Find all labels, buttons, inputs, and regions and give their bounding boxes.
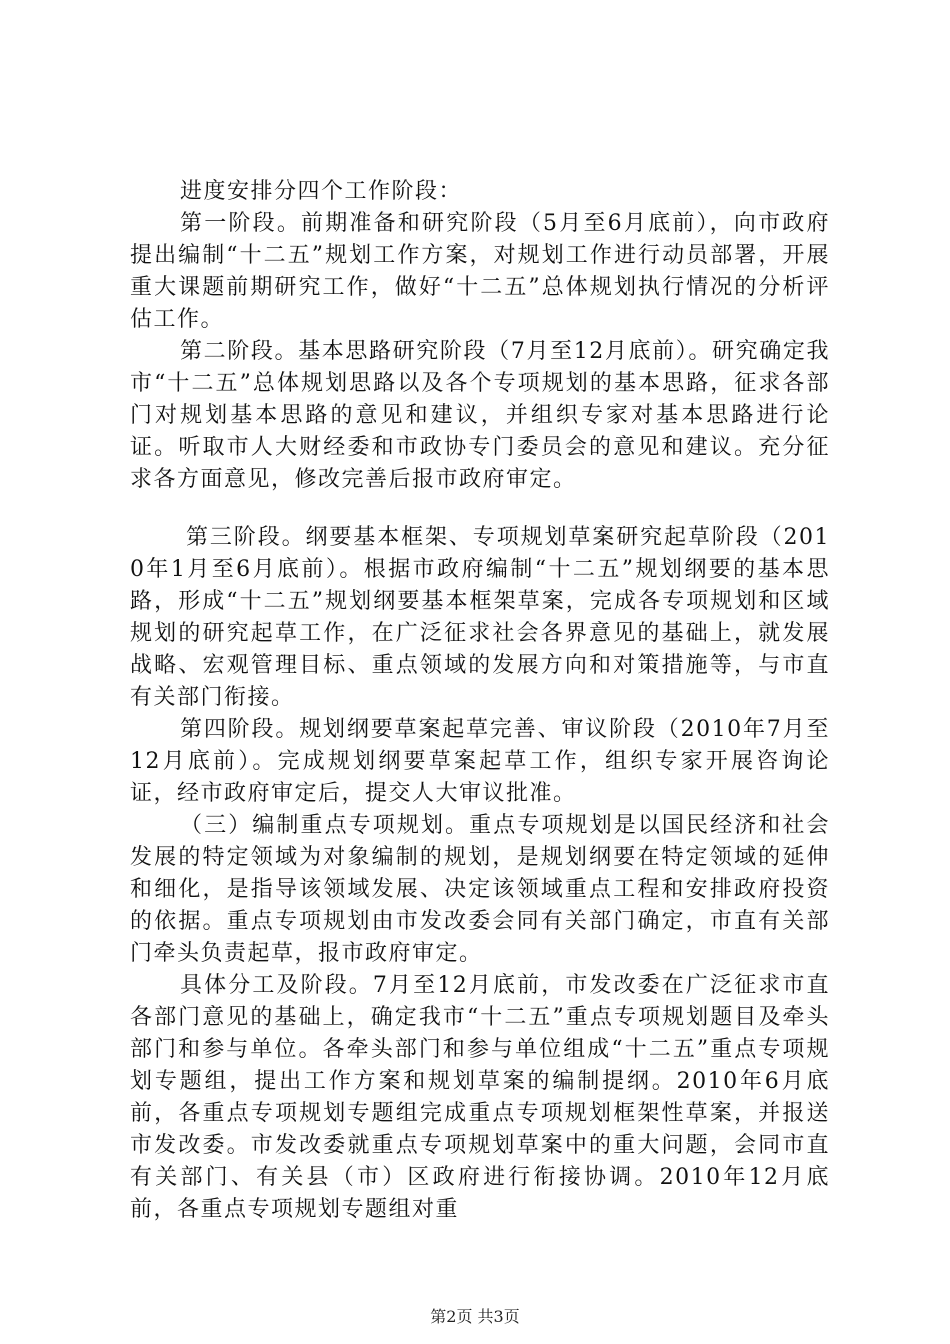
paragraph-gap [130, 496, 830, 522]
paragraph-schedule-intro: 进度安排分四个工作阶段： [180, 179, 463, 204]
paragraph-stage-one: 第一阶段。前期准备和研究阶段（5月至6月底前），向市政府提出编制“十二五”规划工作方案，对规划工作进行动员部署，开展重大课题前期研究工作，做好“十二五”总体规划执行情况的分析评估工作。 [130, 211, 830, 332]
paragraph-special-plans: （三）编制重点专项规划。重点专项规划是以国民经济和社会发展的特定领域为对象编制的规划，是规划纲要在特定领域的延伸和细化，是指导该领域发展、决定该领域重点工程和安排政府投资的依据。重点专项规划由市发改委会同有关部门确定，市直有关部门牵头负责起草，报市政府审定。 [130, 813, 830, 966]
document-body [130, 176, 830, 1226]
paragraph-stage-four: 第四阶段。规划纲要草案起草完善、审议阶段（2010年7月至12月底前）。完成规划纲要草案起草工作，组织专家开展咨询论证，经市政府审定后，提交人大审议批准。 [130, 717, 830, 806]
page-footer: 第2页 共3页 [430, 1307, 520, 1326]
paragraph-stage-two: 第二阶段。基本思路研究阶段（7月至12月底前）。研究确定我市“十二五”总体规划思路以及各个专项规划的基本思路，征求各部门对规划基本思路的意见和建议，并组织专家对基本思路进行论证。听取市人大财经委和市政协专门委员会的意见和建议。充分征求各方面意见，修改完善后报市政府审定。 [130, 339, 830, 492]
paragraph-stage-three: 第三阶段。纲要基本框架、专项规划草案研究起草阶段（2010年1月至6月底前）。根据市政府编制“十二五”规划纲要的基本思路，形成“十二五”规划纲要基本框架草案，完成各专项规划和区域规划的研究起草工作，在广泛征求社会各界意见的基础上，就发展战略、宏观管理目标、重点领域的发展方向和对策措施等，与市直有关部门衔接。 [130, 525, 830, 710]
paragraph-division-of-work: 具体分工及阶段。7月至12月底前，市发改委在广泛征求市直各部门意见的基础上，确定我市“十二五”重点专项规划题目及牵头部门和参与单位。各牵头部门和参与单位组成“十二五”重点专项规划专题组，提出工作方案和规划草案的编制提纲。2010年6月底前，各重点专项规划专题组完成重点专项规划框架性草案，并报送市发改委。市发改委就重点专项规划草案中的重大问题，会同市直有关部门、有关县（市）区政府进行衔接协调。2010年12月底前，各重点专项规划专题组对重 [130, 973, 830, 1222]
